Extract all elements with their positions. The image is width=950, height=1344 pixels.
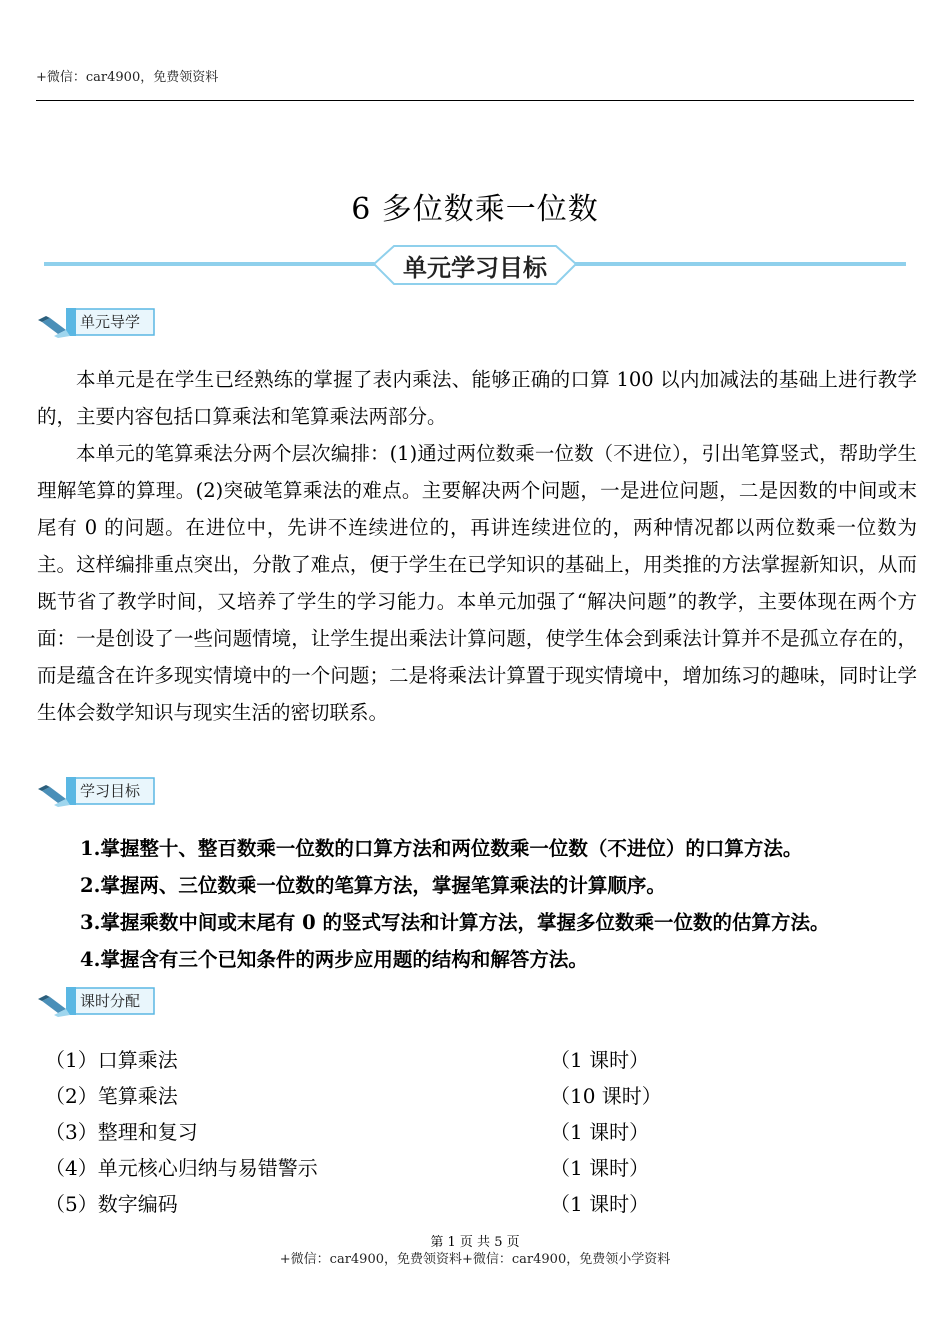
schedule-hours: （1 课时） bbox=[550, 1048, 650, 1072]
section-tag-objectives bbox=[36, 775, 166, 809]
section-tag-label: 单元导学 bbox=[80, 313, 141, 331]
schedule-item: （5）数字编码 bbox=[45, 1192, 178, 1216]
schedule-row bbox=[45, 1186, 705, 1222]
objective-item: 4.掌握含有三个已知条件的两步应用题的结构和解答方法。 bbox=[80, 948, 588, 971]
schedule-hours: （1 课时） bbox=[550, 1156, 650, 1180]
schedule-list bbox=[45, 1042, 705, 1222]
guide-paragraph-2: 本单元的笔算乘法分两个层次编排：(1)通过两位数乘一位数（不进位），引出笔算竖式，帮助学生理解笔算的算理。(2)突破笔算乘法的难点。主要解决两个问题，一是进位问题，二是因数的中间或末尾有 0 的问题。在进位中，先讲不连续进位的，再讲连续进位的，两种情况都以两位数乘一位数为主。这样编排重点突出，分散了难点，便于学生在已学知识的基础上，用类推的方法掌握新知识，从而既节省了教学时间，又培养了学生的学习能力。本单元加强了“解决问题”的教学，主要体现在两个方面：一是创设了一些问题情境，让学生提出乘法计算问题，使学生体会到乘法计算并不是孤立存在的，而是蕴含在许多现实情境中的一个问题；二是将乘法计算置于现实情境中，增加练习的趣味，同时让学生体会数学知识与现实生活的密切联系。 bbox=[37, 442, 917, 724]
unit-goal-banner bbox=[44, 240, 906, 290]
page-title: 6 多位数乘一位数 bbox=[351, 192, 599, 227]
objective-item: 1.掌握整十、整百数乘一位数的口算方法和两位数乘一位数（不进位）的口算方法。 bbox=[80, 837, 803, 860]
section-tag-label: 学习目标 bbox=[80, 782, 141, 800]
objective-item: 3.掌握乘数中间或末尾有 0 的竖式写法和计算方法，掌握多位数乘一位数的估算方法。 bbox=[80, 911, 830, 934]
schedule-row bbox=[45, 1078, 705, 1114]
schedule-row bbox=[45, 1042, 705, 1078]
schedule-item: （2）笔算乘法 bbox=[45, 1084, 178, 1108]
schedule-hours: （1 课时） bbox=[550, 1192, 650, 1216]
banner-title: 单元学习目标 bbox=[403, 254, 547, 282]
schedule-row bbox=[45, 1114, 705, 1150]
page-number: 第 1 页 共 5 页 bbox=[430, 1235, 520, 1250]
objective-item: 2.掌握两、三位数乘一位数的笔算方法，掌握笔算乘法的计算顺序。 bbox=[80, 874, 666, 897]
guide-paragraph-1: 本单元是在学生已经熟练的掌握了表内乘法、能够正确的口算 100 以内加减法的基础上进行教学的，主要内容包括口算乘法和笔算乘法两部分。 bbox=[37, 368, 917, 428]
schedule-row bbox=[45, 1150, 705, 1186]
schedule-hours: （10 课时） bbox=[550, 1084, 662, 1108]
section-tag-label: 课时分配 bbox=[80, 992, 141, 1010]
schedule-item: （3）整理和复习 bbox=[45, 1120, 198, 1144]
schedule-item: （1）口算乘法 bbox=[45, 1048, 178, 1072]
header-divider bbox=[36, 100, 914, 101]
objectives-list bbox=[80, 830, 830, 978]
header-note: +微信：car4900，免费领资料 bbox=[36, 70, 219, 85]
schedule-hours: （1 课时） bbox=[550, 1120, 650, 1144]
section-tag-schedule bbox=[36, 985, 166, 1019]
section-tag-guide bbox=[36, 306, 166, 340]
footer-note: +微信：car4900，免费领资料+微信：car4900，免费领小学资料 bbox=[279, 1252, 671, 1267]
schedule-item: （4）单元核心归纳与易错警示 bbox=[45, 1156, 318, 1180]
